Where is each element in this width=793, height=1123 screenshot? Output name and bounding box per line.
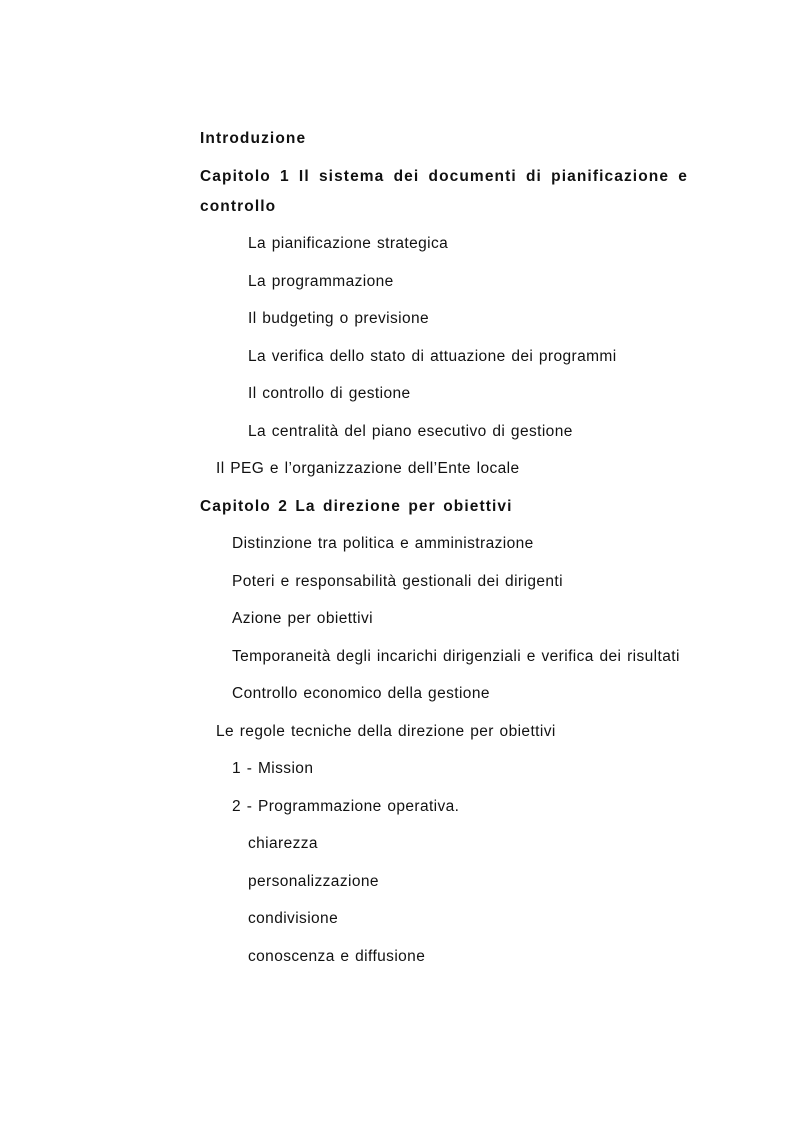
toc-subitem: condivisione: [248, 910, 339, 927]
toc-regola: 2 - Programmazione operativa.: [232, 797, 460, 815]
toc-item: Poteri e responsabilità gestionali dei dirigenti: [232, 572, 563, 590]
toc-section: Il PEG e l’organizzazione dell’Ente locale: [216, 460, 520, 477]
toc-capitolo-2-title: Capitolo 2 La direzione per obiettivi: [200, 497, 513, 515]
toc-item: Controllo economico della gestione: [232, 685, 490, 702]
toc-subitem: personalizzazione: [248, 872, 379, 890]
toc-item: Il budgeting o previsione: [248, 310, 430, 327]
toc-regola: 1 - Mission: [232, 760, 314, 777]
toc-subitem: chiarezza: [248, 835, 318, 852]
toc-capitolo-1-title: Capitolo 1 Il sistema dei documenti di pianificazione e controllo: [200, 167, 688, 215]
toc-introduzione: Introduzione: [200, 130, 307, 147]
toc-section: Le regole tecniche della direzione per obiettivi: [216, 722, 556, 740]
toc-item: Azione per obiettivi: [232, 610, 373, 627]
toc-item: Il controllo di gestione: [248, 385, 411, 402]
toc-item: La pianificazione strategica: [248, 235, 449, 252]
toc-item: Distinzione tra politica e amministrazione: [232, 535, 534, 552]
toc-item: La verifica dello stato di attuazione dei programmi: [248, 347, 617, 365]
toc-subitem: conoscenza e diffusione: [248, 947, 426, 965]
toc-item: La centralità del piano esecutivo di gestione: [248, 422, 573, 440]
toc-item: Temporaneità degli incarichi dirigenziali e verifica dei risultati: [232, 647, 680, 665]
table-of-contents: [200, 124, 688, 979]
toc-item: La programmazione: [248, 272, 394, 290]
